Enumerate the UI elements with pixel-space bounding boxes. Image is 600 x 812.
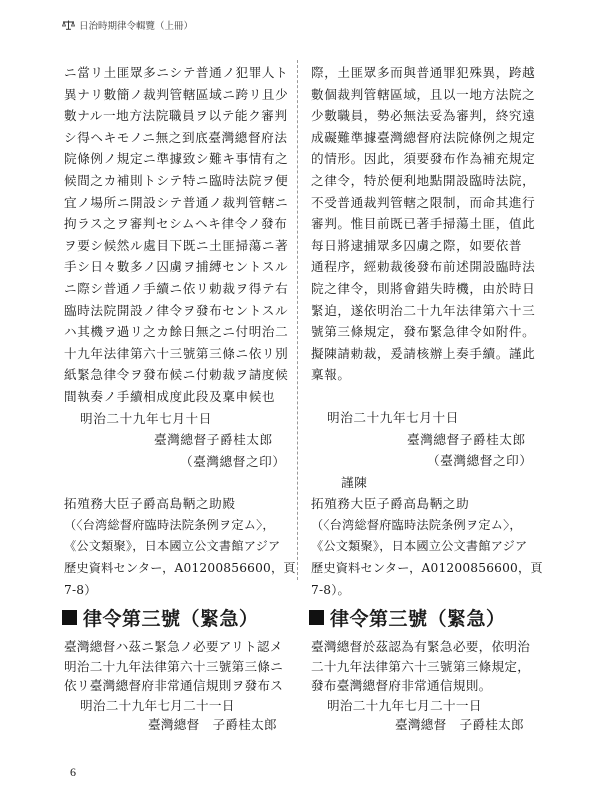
right-source-line: 歷史資料センター，A01200856600，頁 xyxy=(311,561,543,576)
left-recipient: 拓殖務大臣子爵高島鞆之助殿 xyxy=(64,496,236,512)
section-left-body xyxy=(64,637,300,735)
left-source xyxy=(64,515,294,601)
section-left-signer: 臺灣總督 子爵桂太郎 xyxy=(148,717,277,733)
right-body-line: 審判。惟目前既已著手掃蕩土匪，值此 xyxy=(311,216,536,232)
left-body-line: シ得ヘキモノニ無之到底臺灣總督府法 xyxy=(64,129,288,145)
section-right-line: 發布臺灣總督府非常通信規則。 xyxy=(311,678,492,694)
header-title: 日治時期律令輯覽（上冊） xyxy=(79,21,194,32)
left-body-line: ヲ要シ候然ル處目下既ニ土匪掃蕩ニ著 xyxy=(64,237,289,253)
left-body-line: 候間之カ補則トシテ特ニ臨時法院ヲ便 xyxy=(64,172,289,188)
section-heading-right xyxy=(309,604,506,631)
square-bullet-icon xyxy=(62,610,77,625)
section-heading-left-text: 律令第三號（緊急） xyxy=(83,608,259,630)
column-divider xyxy=(297,60,298,580)
right-body-line: 每日將逮捕眾多囚虜之際，如要依普 xyxy=(311,237,523,253)
right-source-line: 《公文類聚》，日本國立公文書館アジア xyxy=(311,539,528,554)
right-body-line: 稟報。 xyxy=(311,367,351,383)
right-body-line: 之律令，特於便利地點開設臨時法院， xyxy=(311,172,536,188)
square-bullet-icon xyxy=(309,610,324,625)
left-source-line: 7-8） xyxy=(64,582,97,597)
left-source-line: （〈台湾総督府臨時法院条例ヲ定ム〉， xyxy=(64,517,275,532)
section-heading-left xyxy=(62,604,259,631)
left-source-line: 《公文類聚》，日本國立公文書館アジア xyxy=(64,539,281,554)
left-body-line: 臨時法院開設ノ律令ヲ發布セントスル xyxy=(64,302,289,318)
left-body-line: 宜ノ場所ニ開設シテ普通ノ裁判管轄ニ xyxy=(64,194,289,210)
right-greeting: 謹陳 xyxy=(341,474,368,490)
left-body-line: ニ際シ普通ノ手續ニ依リ勅裁ヲ得テ右 xyxy=(64,280,289,296)
running-header xyxy=(62,18,193,32)
left-signer: 臺灣總督子爵桂太郎 xyxy=(154,432,273,448)
section-left-line: 依リ臺灣總督府非常通信規則ヲ發布ス xyxy=(64,678,284,694)
section-right-date: 明治二十九年七月二十一日 xyxy=(327,697,482,713)
right-body-line: 成礙難準據臺灣總督府法院條例之規定 xyxy=(311,129,536,145)
right-seal: （臺灣總督之印） xyxy=(427,453,533,469)
left-column xyxy=(64,62,294,601)
right-body-line: 際，土匪眾多而與普通罪犯殊異，跨越 xyxy=(311,65,536,80)
left-body-line: 院條例ノ規定ニ準據致シ難キ事情有之 xyxy=(64,151,289,167)
section-right-lines xyxy=(311,637,547,696)
right-body-line: 院之律令，則將會錯失時機，由於時日 xyxy=(311,280,536,296)
left-body-line: 拘ラス之ヲ審判セシムヘキ律令ノ發布 xyxy=(64,216,288,232)
right-body-line: 緊迫，遂依明治二十九年法律第六十三 xyxy=(311,302,536,318)
left-source-line: 歷史資料センター，A01200856600，頁 xyxy=(64,561,296,576)
section-left-line: 明治二十九年法律第六十三號第三條ニ xyxy=(64,658,284,674)
section-left-lines xyxy=(64,637,300,696)
left-body xyxy=(64,62,294,408)
right-column xyxy=(311,62,541,601)
section-right-line: 二十九年法律第六十三號第三條規定， xyxy=(311,658,531,674)
left-body-line: 異ナリ數簡ノ裁判管轄區域ニ跨リ且少 xyxy=(64,86,289,102)
right-source xyxy=(311,515,541,601)
section-right-line: 臺灣總督於茲認為有緊急必要，依明治 xyxy=(311,639,531,654)
section-right-signer: 臺灣總督 子爵桂太郎 xyxy=(395,717,524,733)
right-source-line: 7-8）。 xyxy=(311,582,350,597)
right-source-line: （〈台湾総督府臨時法院条例ヲ定ム〉， xyxy=(311,517,522,532)
scales-icon xyxy=(62,20,75,30)
right-body-line: 擬陳請勅裁，爰請核辦上奏手續。謹此 xyxy=(311,345,536,361)
section-left-date: 明治二十九年七月二十一日 xyxy=(80,697,235,713)
right-body-line: 號第三條規定，發布緊急律令如附件。 xyxy=(311,324,536,340)
section-right-body xyxy=(311,637,547,735)
left-body-line: 間執奏ノ手續相成度此段及稟申候也 xyxy=(64,388,276,404)
right-body-line: 通程序，經勅裁後發布前述開設臨時法 xyxy=(311,259,536,275)
left-body-line: 數ナル一地方法院職員ヲ以テ能ク審判 xyxy=(64,108,288,124)
right-body xyxy=(311,62,541,386)
left-date: 明治二十九年七月十日 xyxy=(80,410,212,426)
right-body-line: 不受普通裁判管轄之限制，而命其進行 xyxy=(311,194,536,210)
right-recipient: 拓殖務大臣子爵高島鞆之助 xyxy=(311,496,470,512)
left-seal: （臺灣總督之印） xyxy=(180,453,286,469)
left-body-line: 紙緊急律令ヲ發布候ニ付勅裁ヲ請度候 xyxy=(64,367,289,383)
right-body-line: 的情形。因此，須要發布作為補充規定 xyxy=(311,151,536,167)
section-left-line: 臺灣總督ハ茲ニ緊急ノ必要アリト認メ xyxy=(64,639,283,654)
page-number: 6 xyxy=(70,765,76,779)
section-heading-right-text: 律令第三號（緊急） xyxy=(330,608,506,630)
left-body-line: 手シ日々數多ノ囚虜ヲ捕縛セントスル xyxy=(64,259,289,275)
right-body-line: 數個裁判管轄區域，且以一地方法院之 xyxy=(311,86,536,102)
left-body-line: ハ其機ヲ過リ之カ餘日無之ニ付明治二 xyxy=(64,324,289,340)
left-body-line: ニ當リ土匪眾多ニシテ普通ノ犯罪人ト xyxy=(64,65,289,80)
right-signer: 臺灣總督子爵桂太郎 xyxy=(407,431,526,447)
right-date: 明治二十九年七月十日 xyxy=(327,409,459,425)
right-body-line: 少數職員，勢必無法妥為審判，終究遠 xyxy=(311,108,536,124)
left-body-line: 十九年法律第六十三號第三條ニ依リ別 xyxy=(64,345,289,361)
